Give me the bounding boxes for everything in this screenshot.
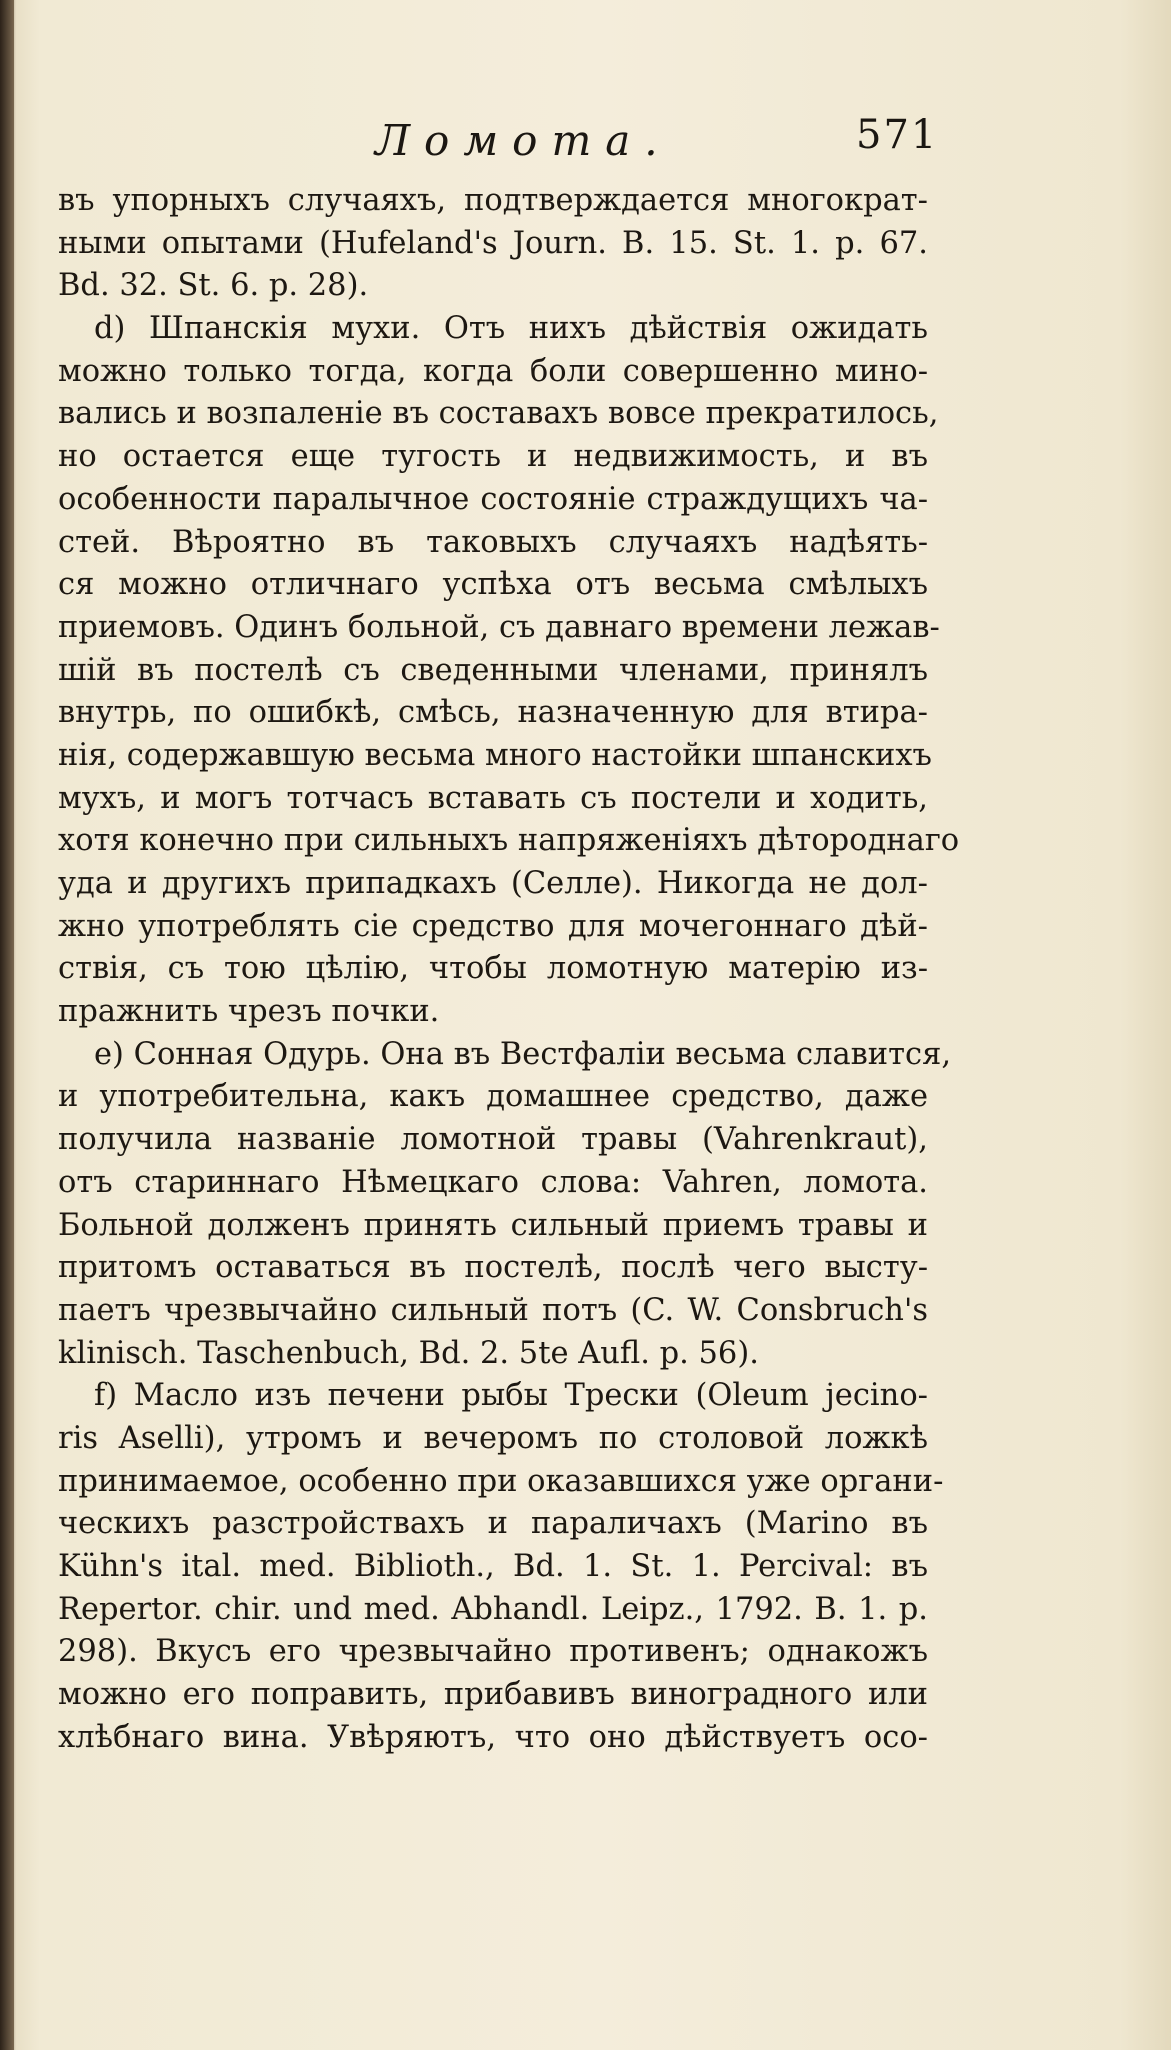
text-line: притомъ оставаться въ постелѣ, послѣ чего высту-: [58, 1250, 928, 1286]
page-number: 571: [856, 112, 939, 158]
text-line: приемовъ. Одинъ больной, съ давнаго времени лежав-: [58, 609, 940, 645]
text-line: пражнить чрезъ почки.: [58, 994, 440, 1030]
text-line: f) Масло изъ печени рыбы Трески (Oleum jecino-: [94, 1378, 928, 1414]
text-line: klinisch. Taschenbuch, Bd. 2. 5te Aufl. p. 56).: [58, 1335, 759, 1371]
text-line-1a: въ упорныхъ случаяхъ, подтверждается многократ-: [58, 183, 928, 218]
text-line: паетъ чрезвычайно сильный потъ (C. W. Consbruch's: [58, 1292, 928, 1328]
page-header: [0, 112, 1171, 172]
text-line: хотя конечно при сильныхъ напряженіяхъ дѣтороднаго: [58, 823, 960, 859]
text-line: можно его поправить, прибавивъ виноградного или: [58, 1677, 928, 1713]
text-line: ris Aselli), утромъ и вечеромъ по столовой ложкѣ: [58, 1420, 928, 1456]
text-line: получила названіе ломотной травы (Vahrenkraut),: [58, 1122, 928, 1158]
text-line: Repertor. chir. und med. Abhandl. Leipz., 1792. B. 1. p.: [58, 1591, 928, 1627]
text-line: Kühn's ital. med. Biblioth., Bd. 1. St. 1. Percival: въ: [58, 1549, 928, 1584]
text-line: нія, содержавшую весьма много настойки шпанскихъ: [58, 737, 932, 773]
text-line: можно только тогда, когда боли совершенно мино-: [58, 353, 928, 389]
text-line: d) Шпанскія мухи. Отъ нихъ дѣйствія ожидать: [94, 311, 928, 347]
text-line: внутрь, по ошибкѣ, смѣсь, назначенную для втира-: [58, 695, 928, 731]
text-line: e) Сонная Одурь. Она въ Вестфаліи весьма славится,: [94, 1036, 952, 1072]
text-line: ся можно отличнаго успѣха отъ весьма смѣлыхъ: [58, 567, 928, 603]
text-line: Bd. 32. St. 6. p. 28).: [58, 268, 369, 304]
running-head: Ломота.: [375, 116, 672, 165]
text-line: принимаемое, особенно при оказавшихся уже органи-: [58, 1463, 944, 1499]
text-line: стей. Вѣроятно въ таковыхъ случаяхъ надѣять-: [58, 524, 928, 560]
text-line: но остается еще тугость и недвижимость, и въ: [58, 439, 928, 475]
text-line: вались и возпаленіе въ составахъ вовсе прекратилось,: [58, 396, 939, 432]
text-line: мухъ, и могъ тотчасъ вставать съ постели и ходить,: [58, 780, 928, 816]
text-line: Больной долженъ принять сильный приемъ травы и: [58, 1207, 928, 1243]
text-line: ными опытами (Hufeland's Journ. B. 15. St. 1. p. 67.: [58, 225, 928, 261]
text-line: уда и другихъ припадкахъ (Селле). Никогда не дол-: [58, 866, 928, 901]
body-text: [58, 180, 960, 1759]
text-line: жно употреблять сіе средство для мочегоннаго дѣй-: [58, 908, 928, 944]
text-line: особенности паралычное состояніе страждущихъ ча-: [58, 481, 928, 517]
text-line: 298). Вкусъ его чрезвычайно противенъ; однакожъ: [58, 1634, 928, 1670]
text-line: шій въ постелѣ съ сведенными членами, принялъ: [58, 652, 928, 688]
text-line: ствія, съ тою цѣлію, чтобы ломотную матерію из-: [58, 951, 928, 987]
text-line: хлѣбнаго вина. Увѣряютъ, что оно дѣйствуетъ осо-: [58, 1719, 928, 1755]
page-gutter-shadow: [0, 0, 14, 2050]
text-line: и употребительна, какъ домашнее средство, даже: [58, 1079, 928, 1115]
text-line: отъ стариннаго Нѣмецкаго слова: Vahren, ломота.: [58, 1164, 928, 1200]
text-line: ческихъ разстройствахъ и параличахъ (Marino въ: [58, 1506, 928, 1542]
